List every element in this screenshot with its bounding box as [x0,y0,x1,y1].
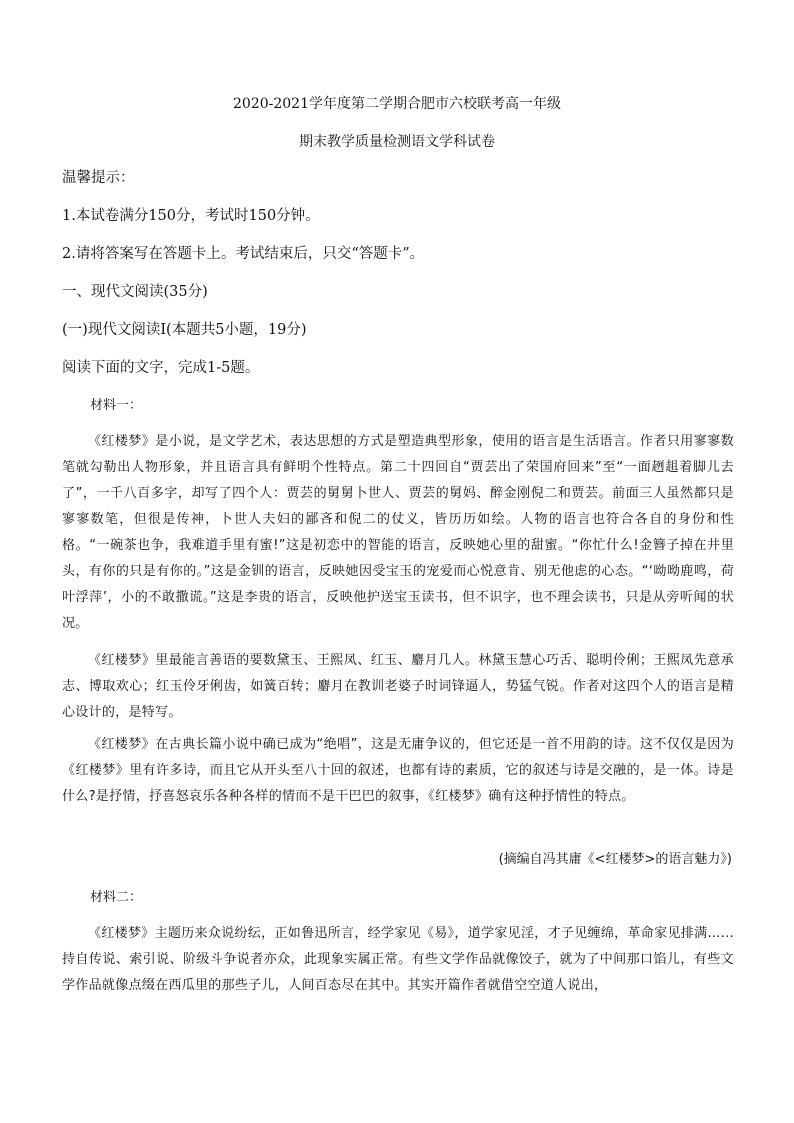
material-1-paragraph-2: 《红楼梦》里最能言善语的要数黛玉、王熙凤、红玉、麝月几人。林黛玉慧心巧舌、聪明伶俐；王熙凤先意承志、博取欢心；红玉伶牙俐齿，如簧百转；麝月在教训老婆子时词锋逼人，势猛气锐。作者对这四个人的语言是精心设计的，是特写。 [62,653,734,720]
material-1-paragraph-1: 《红楼梦》是小说，是文学艺术，表达思想的方式是塑造典型形象，使用的语言是生活语言。作者只用寥寥数笔就勾勒出人物形象，并且语言具有鲜明个性特点。第二十四回自“贾芸出了荣国府回来”至“一面趔趄着脚儿去了”，一千八百多字，却写了四个人：贾芸的舅舅卜世人、贾芸的舅妈、醉金刚倪二和贾芸。前面三人虽然都只是寥寥数笔，但很是传神，卜世人夫妇的鄙吝和倪二的仗义，皆历历如绘。人物的语言也符合各自的身份和性格。“一碗茶也争，我难道手里有蜜!”这是初恋中的智能的语言，反映她心里的甜蜜。“你忙什么!金簪子掉在井里头，有你的只是有你的。”这是金钏的语言，反映她因受宝玉的宠爱而心悦意肯、别无他虑的心态。“‘呦呦鹿鸣，荷叶浮萍’，小的不敢撒谎。”这是李贵的语言，反映他护送宝玉读书，但不识字，也不理会读书，只是从旁听闻的状况。 [62,434,734,631]
notice-heading: 温馨提示： [62,170,135,186]
notice-item-2: 2.请将答案写在答题卡上。考试结束后，只交“答题卡”。 [62,246,425,262]
material-2-paragraph-1: 《红楼梦》主题历来众说纷纭，正如鲁迅所言，经学家见《易》，道学家见淫，才子见缠绵，革命家见排满……持自传说、索引说、阶级斗争说者亦众，此现象实属正常。有些文学作品就像饺子，就为了中间那口馅儿，有些文学作品就像点缀在西瓜里的那些子儿，人间百态尽在其中。其实开篇作者就借空空道人说出， [62,926,734,993]
reading-instruction: 阅读下面的文字，完成1-5题。 [62,360,260,376]
material-1-source: (摘编自冯其庸《<红楼梦>的语言魅力》) [498,852,732,867]
material-2-label: 材料二： [90,890,143,905]
exam-title-line-1: 2020-2021学年度第二学期合肥市六校联考高一年级 [233,96,561,112]
subsection-title: (一)现代文阅读Ⅰ(本题共5小题，19分) [62,322,307,338]
exam-title-line-2: 期末教学质量检测语文学科试卷 [299,134,495,150]
notice-item-1: 1.本试卷满分150分，考试时150分钟。 [62,208,320,224]
material-1-paragraph-3: 《红楼梦》在古典长篇小说中确已成为“绝唱”，这是无庸争议的，但它还是一首不用韵的诗。这不仅仅是因为《红楼梦》里有许多诗，而且它从开头至八十回的叙述，也都有诗的素质，它的叙述与诗是交融的，是一体。诗是什么?是抒情，抒喜怒哀乐各种各样的情而不是干巴巴的叙事，《红楼梦》确有这种抒情性的特点。 [62,737,734,804]
section-title: 一、现代文阅读(35分) [62,284,208,300]
material-1-label: 材料一： [90,398,143,413]
